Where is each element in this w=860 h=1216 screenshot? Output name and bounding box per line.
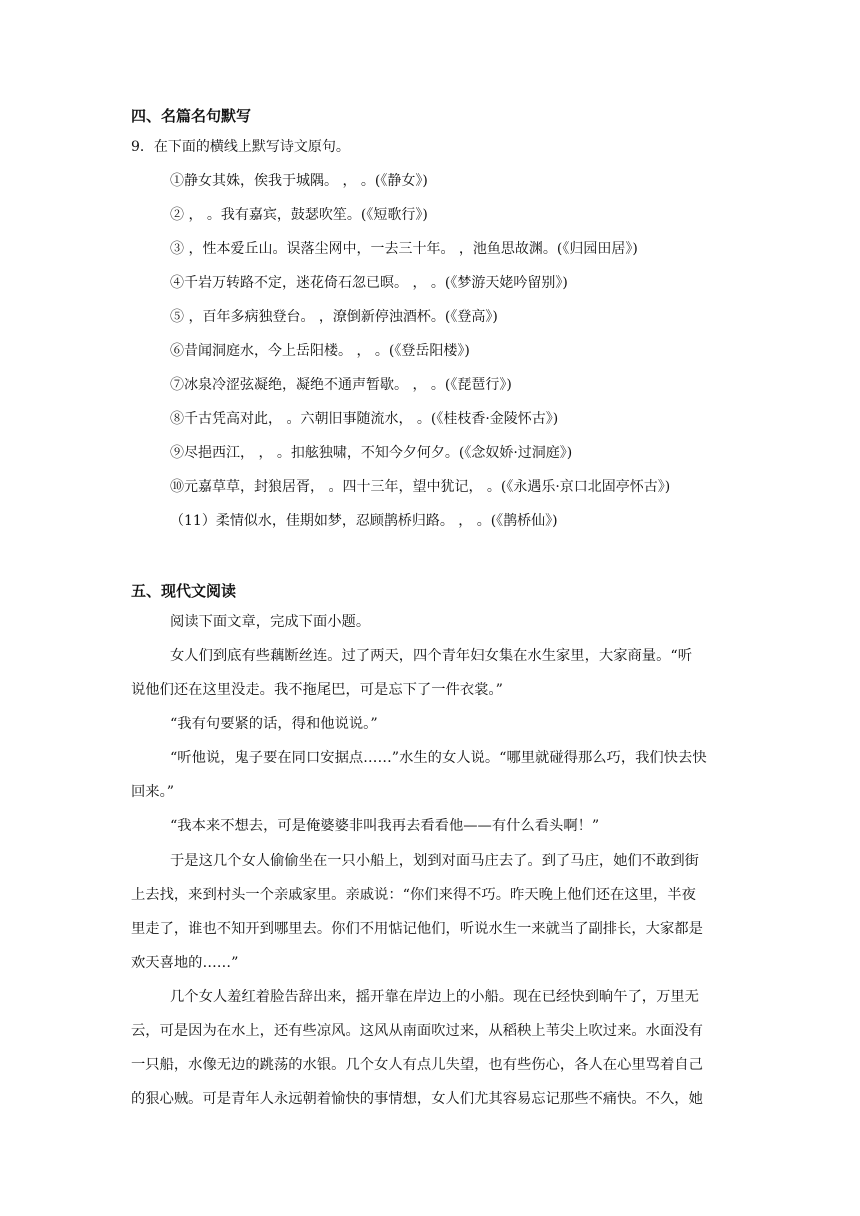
passage-line: “我本来不想去，可是俺婆婆非叫我再去看看他——有什么看头啊！”	[170, 818, 600, 834]
recitation-item: ⑥昔闻洞庭水，今上岳阳楼。 ， 。(《登岳阳楼》)	[170, 343, 470, 359]
passage-line: 一只船，水像无边的跳荡的水银。几个女人有点儿失望，也有些伤心，各人在心里骂着自己	[131, 1057, 703, 1073]
passage-line: 几个女人羞红着脸告辞出来，摇开靠在岸边上的小船。现在已经快到晌午了，万里无	[170, 989, 699, 1005]
passage-line: 上去找，来到村头一个亲戚家里。亲戚说：“你们来得不巧。昨天晚上他们还在这里，半夜	[131, 887, 696, 903]
passage-line: “我有句要紧的话，得和他说说。”	[170, 716, 378, 732]
recitation-item: ⑦冰泉冷涩弦凝绝，凝绝不通声暂歇。 ， 。(《琵琶行》)	[170, 377, 512, 393]
question-9-prompt: 9．在下面的横线上默写诗文原句。	[131, 139, 350, 155]
recitation-item: ①静女其姝，俟我于城隅。 ， 。(《静女》)	[170, 173, 428, 189]
passage-line: 说他们还在这里没走。我不拖尾巴，可是忘下了一件衣裳。”	[131, 682, 503, 698]
passage-line: 的狠心贼。可是青年人永远朝着愉快的事情想，女人们尤其容易忘记那些不痛快。不久，她	[131, 1091, 703, 1107]
reading-instruction: 阅读下面文章，完成下面小题。	[170, 614, 371, 630]
recitation-item: ⑩元嘉草草，封狼居胥， 。四十三年，望中犹记， 。(《永遇乐·京口北固亭怀古》)	[170, 479, 671, 495]
section-heading-modern-reading: 五、现代文阅读	[131, 582, 237, 600]
recitation-item: ⑨尽挹西江， ， 。扣舷独啸，不知今夕何夕。(《念奴娇·过洞庭》)	[170, 445, 573, 461]
recitation-item: ⑤ ，百年多病独登台。 ，潦倒新停浊酒杯。(《登高》)	[170, 309, 498, 325]
recitation-item: ② ， 。我有嘉宾，鼓瑟吹笙。(《短歌行》)	[170, 207, 428, 223]
passage-line: 里走了，谁也不知开到哪里去。你们不用惦记他们，听说水生一来就当了副排长，大家都是	[131, 921, 703, 937]
passage-line: 云，可是因为在水上，还有些凉风。这风从南面吹过来，从稻秧上苇尖上吹过来。水面没有	[131, 1023, 703, 1039]
passage-line: 回来。”	[131, 784, 175, 800]
recitation-item: ③ ，性本爱丘山。误落尘网中，一去三十年。 ，池鱼思故渊。(《归园田居》)	[170, 241, 638, 257]
passage-line: 女人们到底有些藕断丝连。过了两天，四个青年妇女集在水生家里，大家商量。“听	[170, 648, 692, 664]
section-heading-recitation: 四、名篇名句默写	[131, 107, 252, 125]
recitation-item: ⑧千古凭高对此， 。六朝旧事随流水， 。(《桂枝香·金陵怀古》)	[170, 411, 559, 427]
passage-line: 欢天喜地的……”	[131, 955, 239, 971]
recitation-item: （11）柔情似水，佳期如梦，忍顾鹊桥归路。 ， 。(《鹊桥仙》)	[170, 513, 558, 529]
recitation-item: ④千岩万转路不定，迷花倚石忽已暝。 ， 。(《梦游天姥吟留别》)	[170, 275, 568, 291]
passage-line: 于是这几个女人偷偷坐在一只小船上，划到对面马庄去了。到了马庄，她们不敢到街	[170, 853, 699, 869]
passage-line: “听他说，鬼子要在同口安据点……”水生的女人说。“哪里就碰得那么巧，我们快去快	[170, 750, 707, 766]
